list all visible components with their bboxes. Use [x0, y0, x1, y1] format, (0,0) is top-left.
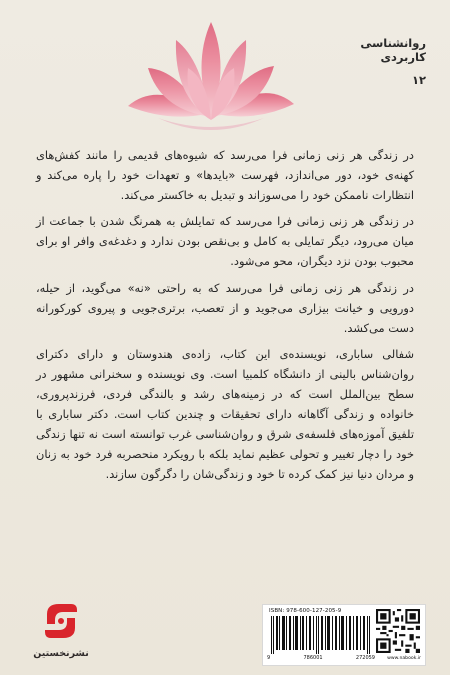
publisher-website: www.nabook.ir	[387, 656, 421, 661]
publisher-logo	[32, 600, 90, 662]
series-name: روانشناسی کاربردی	[360, 36, 426, 64]
qr-code-icon	[376, 609, 420, 653]
paragraph: شفالی ساباری، نویسنده‌ی این کتاب، زاده‌ی هندوستان و دارای دکترای روان‌شناس بالینی از دانشگاه کلمبیا است. وی نویسنده و سخنرانی مشهور در سطح بین‌الملل است که در زمینه‌های رشد و بالندگی فردی، فرزندپروری، خانواده و زندگی آگاهانه دارای تحقیقات و چندین کتاب است. دکتر ساباری با تلفیق آموزه‌های فلسفه‌ی شرق و روان‌شناسی غرب توانسته است نه تنها زندگی خود را دچار تغییر و تحولی عظیم نماید بلکه با رویکرد منحصربه فرد خود به زنان و مردان دنیا نیز کمک کرده تا خود و زندگی‌شان را دگرگون سازند.	[36, 346, 414, 482]
paragraph: در زندگی هر زنی زمانی فرا می‌رسد که تمایلش به همرنگ شدن با جماعت از میان می‌رود، دیگر تمایلی به کامل و بی‌نقص بودن ندارد و دغدغه‌ی وافر او برای محبوب بودن نزد دیگران، محو می‌شود.	[36, 214, 414, 269]
lotus-flower-image	[118, 18, 304, 133]
barcode-icon	[269, 616, 373, 654]
series-label	[316, 36, 426, 87]
isbn-barcode-block	[262, 604, 426, 666]
barcode-digits: 9 786001 272059	[267, 655, 375, 661]
paragraph: در زندگی هر زنی زمانی فرا می‌رسد که به راحتی «نه» می‌گوید، از حیله، دورویی و خیانت بیزاری می‌جوید و از تعصب، برتری‌جویی و پیروی کورکورانه دست می‌کشد.	[36, 280, 414, 335]
publisher-name: نشرنخستین	[33, 648, 89, 659]
paragraph: در زندگی هر زنی زمانی فرا می‌رسد که شیوه‌های قدیمی را مانند کفش‌های کهنه‌ی خود، دور می‌اندازد، فهرست «بایدها» و تعهدات خود را پاره می‌کند و انتظارات ناممکن خود را می‌سوزاند و تبدیل به خاکستر می‌کند.	[36, 148, 414, 203]
series-number: ۱۲	[411, 73, 426, 87]
isbn-number: ISBN: 978-600-127-205-9	[269, 608, 342, 614]
publisher-mark-icon	[41, 600, 81, 642]
back-cover-text	[36, 145, 414, 491]
